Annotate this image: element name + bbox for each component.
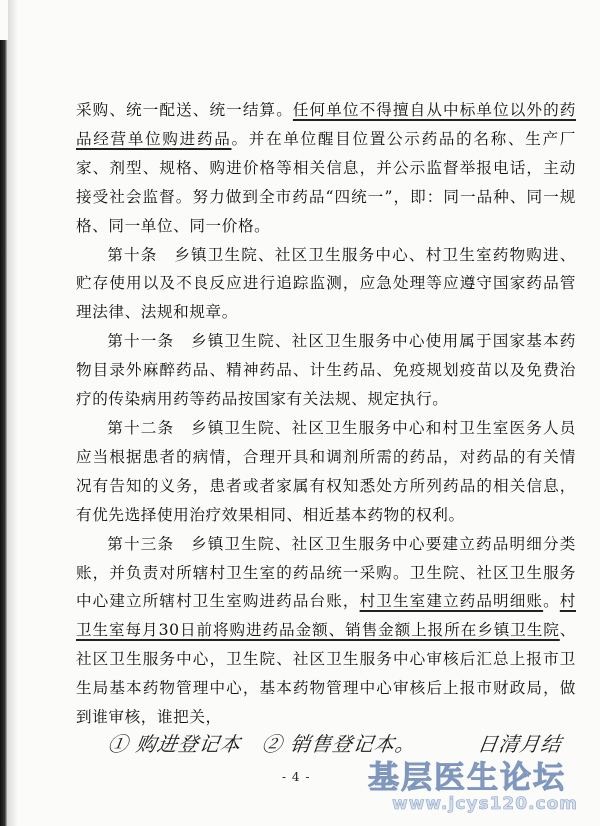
page-number: - 4 - (282, 770, 311, 784)
underlined-text: 任何单位不得擅自从中标单位以外的药品经营单位购进药品 (76, 101, 576, 148)
text-segment: 。并在单位醒目位置公示药品的名称、生产厂家、剂型、规格、购进价格等相关信息，并公示监督举报电话，主动接受社会监督。努力做到全市药品“四统一”，即：同一品种、同一规格、同一单位、同一价格。 (76, 129, 576, 235)
watermark-url: www.jcys120.com (392, 794, 579, 814)
underlined-text: 村卫生室建立药品明细账 (359, 592, 544, 611)
underlined-text: 村卫生室每月30日前将购进药品金额、销售金额上报所在乡镇卫生院 (76, 592, 576, 640)
text-segment: 第十三条 乡镇卫生院、社区卫生服务中心要建立药品明细分类账，并负责对所辖村卫生室的药品统一采购。卫生院、社区卫生服务中心建立所辖村卫生室购进药品台账， (76, 534, 576, 611)
watermark-title: 基层医生论坛 (368, 760, 566, 796)
text-segment: 采购、统一配送、统一结算。 (76, 101, 293, 119)
text-segment: 。 (543, 592, 560, 611)
text-segment: 、社区卫生服务中心，卫生院、社区卫生服务中心审核后汇总上报市卫生局基本药物管理中心，基本药物管理中心审核后上报市财政局，做到谁审核，谁把关， (76, 621, 576, 727)
handwritten-note-2: ② 销售登记本。 (260, 732, 418, 756)
article-10: 第十条 乡镇卫生院、社区卫生服务中心、村卫生室药物购进、贮存使用以及不良反应进行追踪监测，应急处理等应遵守国家药品管理法律、法规和规章。 (76, 245, 576, 322)
handwritten-note-3: 日清月结 (476, 732, 564, 756)
site-watermark (362, 752, 597, 822)
handwritten-note-1: ① 购进登记本 (106, 732, 243, 756)
paragraph-continuation (76, 96, 576, 241)
article-13 (76, 530, 576, 732)
scan-shadow (8, 0, 18, 826)
article-12: 第十二条 乡镇卫生院、社区卫生服务中心和村卫生室医务人员应当根据患者的病情，合理开具和调剂所需的药品，对药品的有关情况有告知的义务，患者或者家属有权知悉处方所列药品的相关信息，有优先选择使用治疗效果相同、相近基本药物的权利。 (76, 418, 576, 524)
document-body (76, 96, 576, 732)
scan-binding-edge (0, 40, 8, 826)
article-11: 第十一条 乡镇卫生院、社区卫生服务中心使用属于国家基本药物目录外麻醉药品、精神药品、计生药品、免疫规划疫苗以及免费治疗的传染病用药等药品按国家有关法规、规定执行。 (76, 332, 576, 409)
